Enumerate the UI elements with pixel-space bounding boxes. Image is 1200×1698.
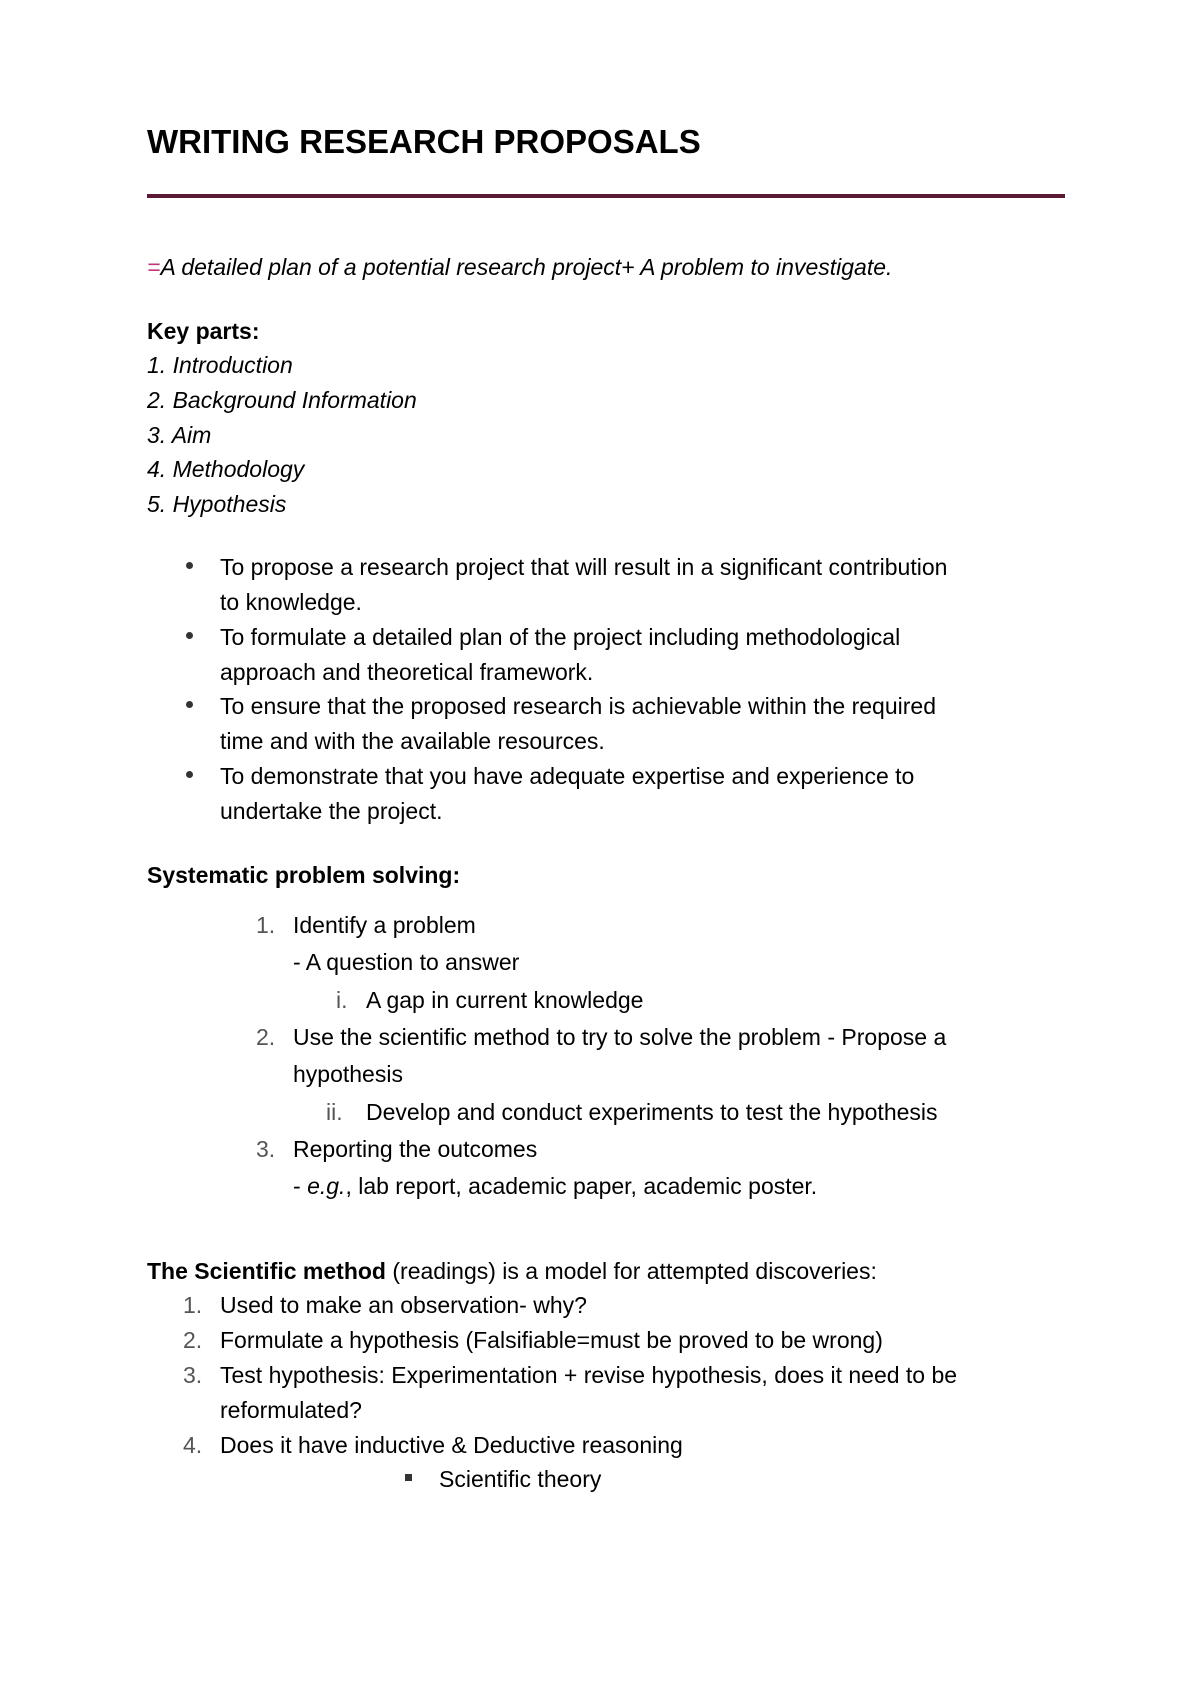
roman-number: ii. [326,1099,343,1125]
systematic-step: Reporting the outcomes [293,1136,538,1162]
substep-italic: e.g. [307,1173,346,1199]
scientific-step: Used to make an observation- why? [220,1292,587,1318]
bullet-icon [186,632,193,639]
systematic-substep: - A question to answer [293,949,520,975]
scientific-method-intro [147,1256,877,1286]
list-number: 1. [183,1292,203,1318]
key-part-item: 4. Methodology [147,456,305,482]
systematic-step: Use the scientific method to try to solve the problem - Propose a [293,1024,947,1050]
bullet-icon [186,562,193,569]
scientific-sub-bullet: Scientific theory [439,1466,602,1492]
definition-prefix: = [147,254,161,280]
list-number: 1. [256,912,276,938]
scientific-step: Does it have inductive & Deductive reasoning [220,1432,683,1458]
substep-rest: , lab report, academic paper, academic poster. [345,1173,818,1199]
key-part-item: 1. Introduction [147,352,293,378]
scientific-step-cont: reformulated? [220,1397,362,1423]
scientific-step: Test hypothesis: Experimentation + revise hypothesis, does it need to be [220,1362,958,1388]
bullet-text-cont: undertake the project. [220,798,443,824]
list-number: 2. [256,1024,276,1050]
list-number: 3. [183,1362,203,1388]
bullet-icon [186,701,193,708]
square-bullet-icon [405,1474,412,1481]
bullet-text-cont: approach and theoretical framework. [220,659,594,685]
bullet-text-cont: time and with the available resources. [220,728,605,754]
systematic-step: Identify a problem [293,912,476,938]
systematic-substep [293,1171,817,1201]
list-number: 4. [183,1432,203,1458]
key-part-item: 2. Background Information [147,387,417,413]
bullet-text: To demonstrate that you have adequate expertise and experience to [220,763,915,789]
systematic-heading: Systematic problem solving: [147,862,461,888]
systematic-step-cont: hypothesis [293,1061,403,1087]
scientific-method-bold: The Scientific method [147,1258,386,1284]
page-title: WRITING RESEARCH PROPOSALS [147,123,701,160]
scientific-step: Formulate a hypothesis (Falsifiable=must be proved to be wrong) [220,1327,883,1353]
definition-text: A detailed plan of a potential research project+ A problem to investigate. [160,254,893,280]
bullet-text: To formulate a detailed plan of the project including methodological [220,624,901,650]
bullet-text: To propose a research project that will result in a significant contribution [220,554,948,580]
key-part-item: 5. Hypothesis [147,491,287,517]
systematic-roman-item: A gap in current knowledge [366,987,644,1013]
list-number: 3. [256,1136,276,1162]
list-number: 2. [183,1327,203,1353]
roman-number: i. [336,987,348,1013]
substep-prefix: - [293,1173,308,1199]
bullet-text-cont: to knowledge. [220,589,362,615]
systematic-roman-item: Develop and conduct experiments to test the hypothesis [366,1099,938,1125]
bullet-text: To ensure that the proposed research is achievable within the required [220,693,936,719]
definition-line [147,252,892,282]
bullet-icon [186,771,193,778]
key-part-item: 3. Aim [147,422,212,448]
title-divider [147,194,1065,198]
scientific-method-rest: (readings) is a model for attempted discoveries: [385,1258,877,1284]
key-parts-heading: Key parts: [147,318,260,344]
